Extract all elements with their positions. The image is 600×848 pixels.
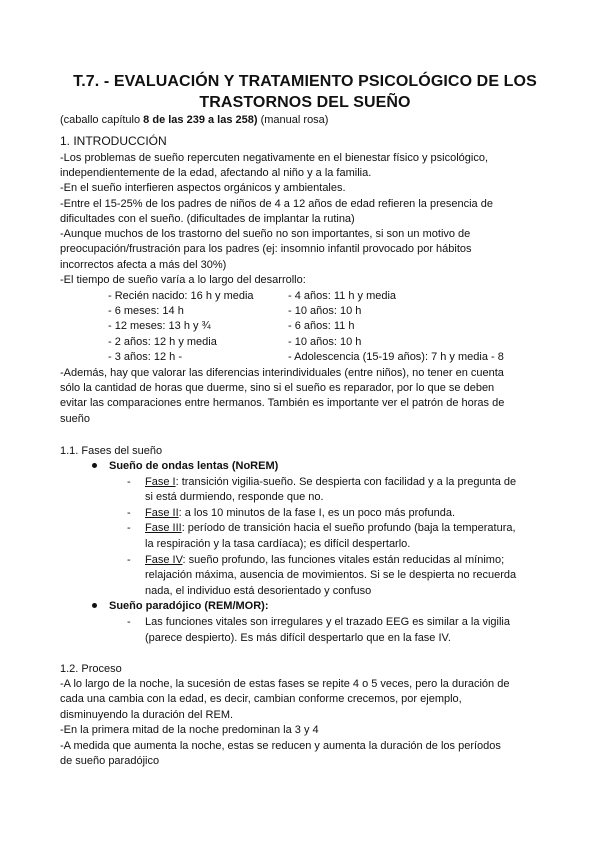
proceso-line: -A medida que aumenta la noche, estas se reducen y aumenta la duración de los períodos [60, 740, 501, 752]
bullet-icon [92, 463, 97, 468]
intro-line: -Aunque muchos de los trastorno del sueño no son importantes, si son un motivo de [60, 228, 471, 240]
document-title [60, 71, 550, 113]
sleep-right-item: - 4 años: 11 h y media [288, 290, 397, 302]
intro-line: preocupación/frustración para los padres (ej: insomnio infantil provocado por hábitos [60, 243, 472, 255]
rem-text: Las funciones vitales son irregulares y el trazado EEG es similar a la vigilia [145, 616, 510, 628]
sleep-right-item: - 10 años: 10 h [288, 336, 362, 348]
fase-item [145, 521, 516, 536]
sleep-left-item: - 2 años: 12 h y media [108, 336, 217, 348]
dash-icon: - [127, 507, 131, 519]
intro-line: -En el sueño interfieren aspectos orgánicos y ambientales. [60, 182, 346, 194]
fases-heading: 1.1. Fases del sueño [60, 445, 163, 457]
proceso-line: disminuyendo la duración del REM. [60, 709, 234, 721]
rem-title: Sueño paradójico (REM/MOR): [109, 600, 269, 612]
sleep-right-item: - 10 años: 10 h [288, 305, 362, 317]
dash-icon: - [127, 476, 131, 488]
proceso-line: de sueño paradójico [60, 755, 160, 767]
title-line-2: TRASTORNOS DEL SUEÑO [199, 94, 411, 111]
norem-title: Sueño de ondas lentas (NoREM) [109, 460, 279, 472]
fase-label: Fase II [145, 507, 179, 519]
intro-after-line: evitar las comparaciones entre hermanos. También es importante ver el patrón de horas de [60, 397, 505, 409]
fase-item [145, 475, 516, 490]
intro-line: -Entre el 15-25% de los padres de niños de 4 a 12 años de edad refieren la presencia de [60, 198, 493, 210]
subtitle-post: (manual rosa) [257, 114, 329, 126]
fase-item [145, 506, 455, 521]
sleep-right-item: - Adolescencia (15-19 años): 7 h y media - 8 [288, 351, 504, 363]
fase-text: : sueño profundo, las funciones vitales están reducidas al mínimo; [182, 554, 505, 566]
dash-icon: - [127, 554, 131, 566]
subtitle-bold: 8 de las 239 a las 258) [143, 114, 258, 126]
proceso-heading: 1.2. Proceso [60, 663, 122, 675]
dash-icon: - [127, 616, 131, 628]
sleep-left-item: - Recién nacido: 16 h y media [108, 290, 254, 302]
bullet-icon [92, 603, 97, 608]
intro-heading: 1. INTRODUCCIÓN [60, 134, 167, 148]
intro-line: incorrectos afecta a más del 30%) [60, 259, 227, 271]
fase-text: : a los 10 minutos de la fase I, es un poco más profunda. [178, 507, 456, 519]
intro-line: -Los problemas de sueño repercuten negativamente en el bienestar físico y psicológico, [60, 152, 489, 164]
proceso-line: -En la primera mitad de la noche predominan la 3 y 4 [60, 724, 319, 736]
rem-text: (parece despierto). Es más difícil despertarlo que en la fase IV. [145, 632, 451, 644]
intro-after-line: sueño [60, 413, 90, 425]
fase-text: : período de transición hacia el sueño profundo (baja la temperatura, [181, 522, 516, 534]
intro-line: independientemente de la edad, afectando al niño y a la familia. [60, 167, 372, 179]
proceso-line: cada una cambia con la edad, es decir, cambian conforme crecemos, por ejemplo, [60, 693, 462, 705]
subtitle-pre: (caballo capítulo [60, 114, 144, 126]
proceso-line: -A lo largo de la noche, la sucesión de estas fases se repite 4 o 5 veces, pero la duración de [60, 678, 510, 690]
intro-line: -El tiempo de sueño varía a lo largo del desarrollo: [60, 274, 306, 286]
sleep-left-item: - 12 meses: 13 h y ¾ [108, 320, 211, 332]
dash-icon: - [127, 522, 131, 534]
fase-label: Fase I [145, 476, 176, 488]
fase-text-cont: nada, el individuo está desorientado y confuso [145, 585, 372, 597]
intro-line: dificultades con el sueño. (dificultades de implantar la rutina) [60, 213, 355, 225]
fase-text: : transición vigilia-sueño. Se despierta con facilidad y a la pregunta de [175, 476, 517, 488]
sleep-left-item: - 3 años: 12 h - [108, 351, 182, 363]
title-line-1: T.7. - EVALUACIÓN Y TRATAMIENTO PSICOLÓGICO DE LOS [73, 73, 537, 90]
sleep-right-item: - 6 años: 11 h [288, 320, 355, 332]
fase-text-cont: relajación máxima, ausencia de movimientos. Si se le despierta no recuerda [145, 569, 517, 581]
fase-item [145, 553, 504, 568]
sleep-left-item: - 6 meses: 14 h [108, 305, 184, 317]
intro-after-line: sólo la cantidad de horas que duerme, sino si el sueño es reparador, por lo que se deben [60, 382, 495, 394]
fase-label: Fase III [145, 522, 182, 534]
intro-after-line: -Además, hay que valorar las diferencias interindividuales (entre niños), no tener en cuenta [60, 367, 504, 379]
subtitle [60, 113, 328, 127]
fase-text-cont: la respiración y la tasa cardíaca); es difícil despertarlo. [145, 538, 411, 550]
fase-text-cont: si está durmiendo, responde que no. [145, 491, 324, 503]
fase-label: Fase IV [145, 554, 183, 566]
